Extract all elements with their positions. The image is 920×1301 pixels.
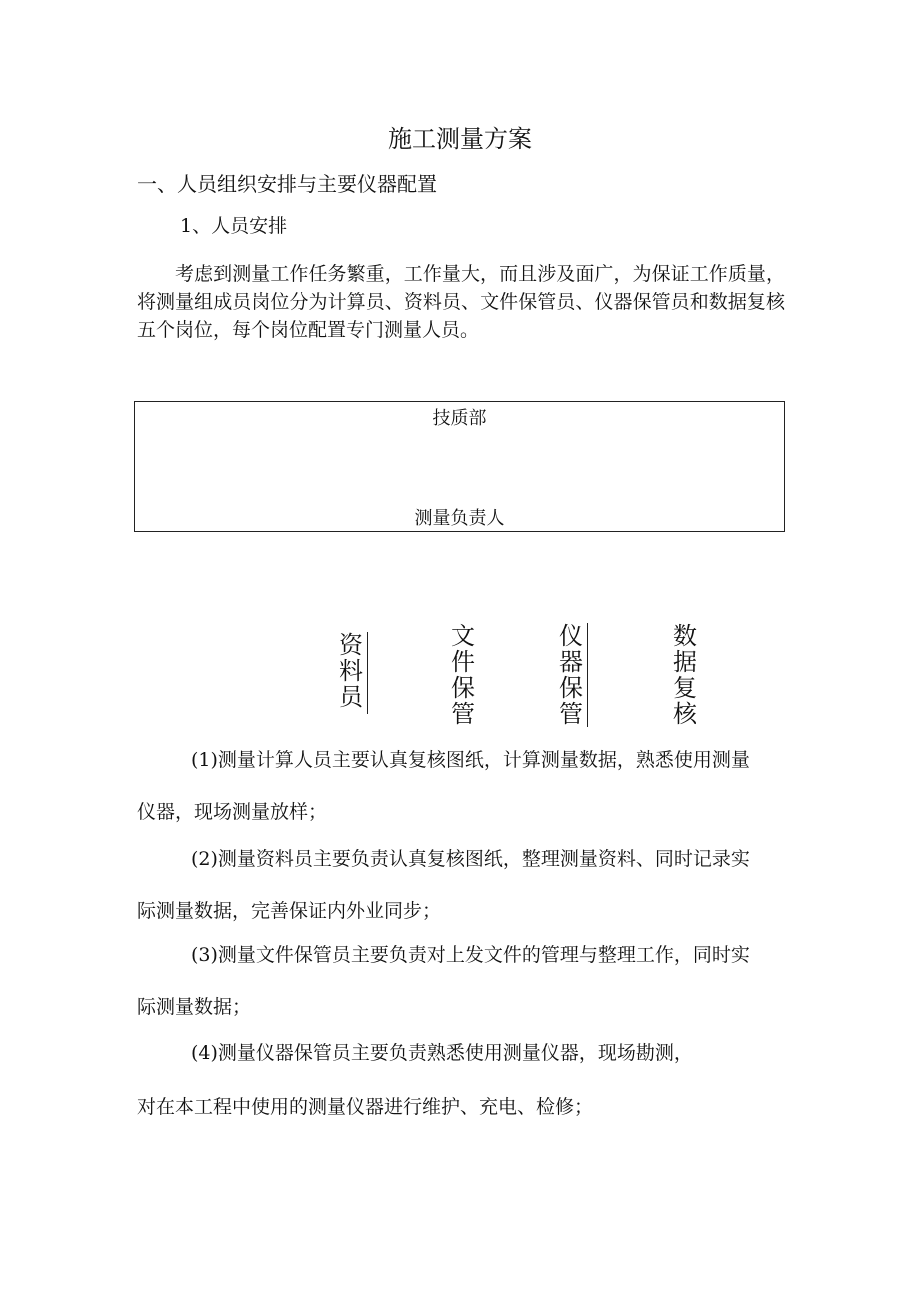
role-data-clerk: 资料员 bbox=[338, 632, 368, 714]
duty-1-line1: (1)测量计算人员主要认真复核图纸，计算测量数据，熟悉使用测量 bbox=[191, 749, 750, 771]
duty-3-line2: 际测量数据； bbox=[137, 996, 252, 1018]
duty-4-line1: (4)测量仪器保管员主要负责熟悉使用测量仪器，现场勘测， bbox=[191, 1042, 693, 1064]
duty-4-line2: 对在本工程中使用的测量仪器进行维护、充电、检修； bbox=[137, 1096, 594, 1118]
subsection-heading: 1、人员安排 bbox=[180, 215, 288, 237]
org-bottom-label: 测量负责人 bbox=[414, 508, 505, 529]
duty-paragraph-4 bbox=[137, 1039, 785, 1121]
org-chart-box bbox=[134, 401, 785, 532]
document-title: 施工测量方案 bbox=[388, 125, 532, 153]
duty-paragraph-1 bbox=[137, 746, 785, 826]
section-heading: 一、人员组织安排与主要仪器配置 bbox=[137, 172, 437, 196]
duty-1-line2: 仪器，现场测量放样； bbox=[137, 801, 328, 823]
duty-paragraph-2 bbox=[137, 845, 785, 925]
role-instrument-keeper: 仪器保管 bbox=[558, 623, 588, 727]
duty-3-line1: (3)测量文件保管员主要负责对上发文件的管理与整理工作，同时实 bbox=[191, 944, 750, 966]
role-data-review: 数据复核 bbox=[673, 622, 697, 728]
duty-2-line1: (2)测量资料员主要负责认真复核图纸，整理测量资料、同时记录实 bbox=[191, 848, 750, 870]
duty-paragraph-3 bbox=[137, 941, 785, 1021]
org-top-label: 技质部 bbox=[432, 408, 487, 429]
role-document-keeper: 文件保管 bbox=[451, 622, 475, 728]
duty-2-line2: 际测量数据，完善保证内外业同步； bbox=[137, 900, 442, 922]
intro-paragraph: 考虑到测量工作任务繁重，工作量大，而且涉及面广，为保证工作质量，将测量组成员岗位分为计算员、资料员、文件保管员、仪器保管员和数据复核五个岗位，每个岗位配置专门测量人员。 bbox=[137, 263, 785, 341]
